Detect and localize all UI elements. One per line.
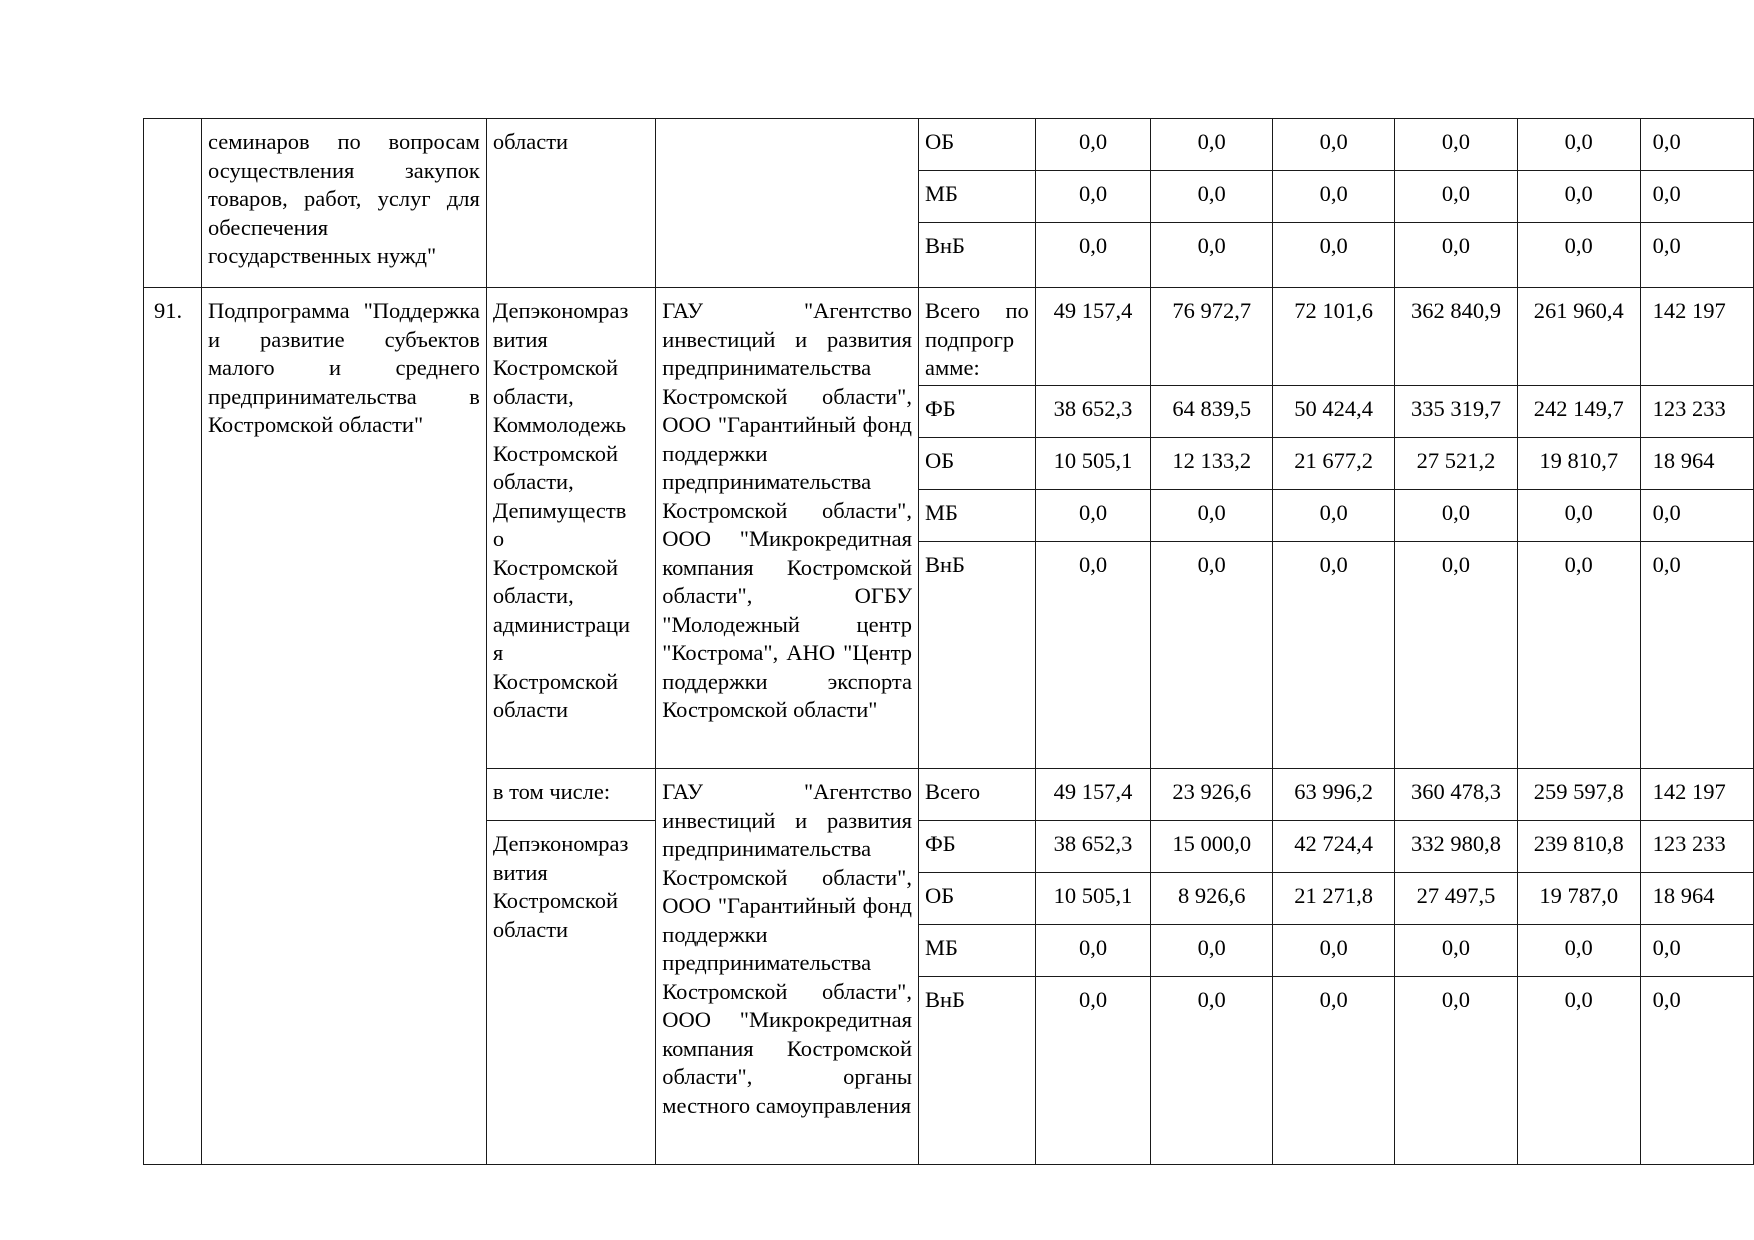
value-cell: 27 497,5 [1395,873,1518,925]
prev-row-executor [656,119,919,288]
value-cell: 42 724,4 [1273,821,1395,873]
value-cell: 18 964 [1640,873,1753,925]
budget-table-page [143,118,1754,1165]
value-cell: 0,0 [1035,119,1150,171]
value-cell: 0,0 [1517,223,1640,288]
row-91-total [144,288,1754,386]
budget-table [143,118,1754,1165]
value-cell: 259 597,8 [1517,769,1640,821]
value-cell: 49 157,4 [1035,288,1150,386]
funding-source: ФБ [919,821,1036,873]
value-cell: 0,0 [1517,542,1640,769]
row-91-executor: ГАУ "Агентство инвестиций и развития предпринимательства Костромской области", ООО "Гарантийный фонд поддержки предпринимательства Костромской области", ООО "Микрокредитная компания Костромской области", ОГБУ "Молодежный центр "Кострома", АНО "Центр поддержки экспорта Костромской области" [656,288,919,769]
value-cell: 27 521,2 [1395,438,1518,490]
value-cell: 19 787,0 [1517,873,1640,925]
prev-row-ob [144,119,1754,171]
value-cell: 21 677,2 [1273,438,1395,490]
value-cell: 72 101,6 [1273,288,1395,386]
funding-source-total: Всего по подпрогр амме: [919,288,1036,386]
prev-row-responsible: области [486,119,655,288]
prev-row-name: семинаров по вопросам осуществления закупок товаров, работ, услуг для обеспечения государственных нужд" [201,119,486,288]
value-cell: 10 505,1 [1035,438,1150,490]
funding-source: ОБ [919,119,1036,171]
value-cell: 123 233 [1640,821,1753,873]
value-cell: 0,0 [1273,977,1395,1165]
value-cell: 0,0 [1395,223,1518,288]
value-cell: 362 840,9 [1395,288,1518,386]
value-cell: 50 424,4 [1273,386,1395,438]
value-cell: 0,0 [1640,542,1753,769]
value-cell: 0,0 [1395,542,1518,769]
value-cell: 332 980,8 [1395,821,1518,873]
prev-row-number [144,119,202,288]
funding-source: ФБ [919,386,1036,438]
value-cell: 0,0 [1035,925,1150,977]
value-cell: 0,0 [1273,171,1395,223]
funding-source: ВнБ [919,542,1036,769]
value-cell: 0,0 [1517,490,1640,542]
value-cell: 0,0 [1395,171,1518,223]
value-cell: 0,0 [1640,925,1753,977]
value-cell: 0,0 [1517,171,1640,223]
value-cell: 0,0 [1395,490,1518,542]
funding-source: Всего [919,769,1036,821]
value-cell: 239 810,8 [1517,821,1640,873]
value-cell: 0,0 [1035,490,1150,542]
row-number: 91. [144,288,202,1165]
value-cell: 0,0 [1035,977,1150,1165]
value-cell: 123 233 [1640,386,1753,438]
value-cell: 0,0 [1151,925,1273,977]
value-cell: 242 149,7 [1517,386,1640,438]
value-cell: 0,0 [1151,171,1273,223]
value-cell: 0,0 [1151,977,1273,1165]
value-cell: 0,0 [1273,490,1395,542]
value-cell: 19 810,7 [1517,438,1640,490]
value-cell: 0,0 [1395,119,1518,171]
value-cell: 0,0 [1273,542,1395,769]
value-cell: 0,0 [1395,925,1518,977]
value-cell: 21 271,8 [1273,873,1395,925]
value-cell: 0,0 [1273,925,1395,977]
value-cell: 0,0 [1151,490,1273,542]
funding-source: ОБ [919,438,1036,490]
value-cell: 12 133,2 [1151,438,1273,490]
value-cell: 76 972,7 [1151,288,1273,386]
value-cell: 0,0 [1517,925,1640,977]
funding-source: МБ [919,925,1036,977]
value-cell: 63 996,2 [1273,769,1395,821]
row-sub-responsible: Депэкономраз вития Костромской области [486,821,655,1165]
funding-source: ВнБ [919,977,1036,1165]
value-cell: 0,0 [1151,542,1273,769]
value-cell: 360 478,3 [1395,769,1518,821]
value-cell: 38 652,3 [1035,821,1150,873]
value-cell: 10 505,1 [1035,873,1150,925]
value-cell: 15 000,0 [1151,821,1273,873]
value-cell: 142 197 [1640,769,1753,821]
value-cell: 0,0 [1640,171,1753,223]
value-cell: 0,0 [1640,490,1753,542]
value-cell: 335 319,7 [1395,386,1518,438]
subprogram-name: Подпрограмма "Поддержка и развитие субъектов малого и среднего предпринимательства в Костромской области" [201,288,486,1165]
value-cell: 38 652,3 [1035,386,1150,438]
value-cell: 0,0 [1035,223,1150,288]
value-cell: 0,0 [1273,119,1395,171]
value-cell: 8 926,6 [1151,873,1273,925]
value-cell: 0,0 [1035,171,1150,223]
value-cell: 0,0 [1640,119,1753,171]
funding-source: ОБ [919,873,1036,925]
value-cell: 0,0 [1151,223,1273,288]
value-cell: 64 839,5 [1151,386,1273,438]
value-cell: 0,0 [1395,977,1518,1165]
value-cell: 142 197 [1640,288,1753,386]
value-cell: 23 926,6 [1151,769,1273,821]
value-cell: 0,0 [1273,223,1395,288]
value-cell: 261 960,4 [1517,288,1640,386]
funding-source: ВнБ [919,223,1036,288]
row-91-responsible: Депэкономраз вития Костромской области, Коммолодежь Костромской области, Депимуществ о Костромской области, администраци я Костромской области [486,288,655,769]
value-cell: 0,0 [1517,977,1640,1165]
value-cell: 0,0 [1035,542,1150,769]
value-cell: 0,0 [1151,119,1273,171]
value-cell: 18 964 [1640,438,1753,490]
value-cell: 0,0 [1517,119,1640,171]
value-cell: 49 157,4 [1035,769,1150,821]
including-label: в том числе: [486,769,655,821]
value-cell: 0,0 [1640,223,1753,288]
funding-source: МБ [919,490,1036,542]
row-sub-executor: ГАУ "Агентство инвестиций и развития предпринимательства Костромской области", ООО "Гарантийный фонд поддержки предпринимательства Костромской области", ООО "Микрокредитная компания Костромской области", органы местного самоуправления [656,769,919,1165]
funding-source: МБ [919,171,1036,223]
value-cell: 0,0 [1640,977,1753,1165]
